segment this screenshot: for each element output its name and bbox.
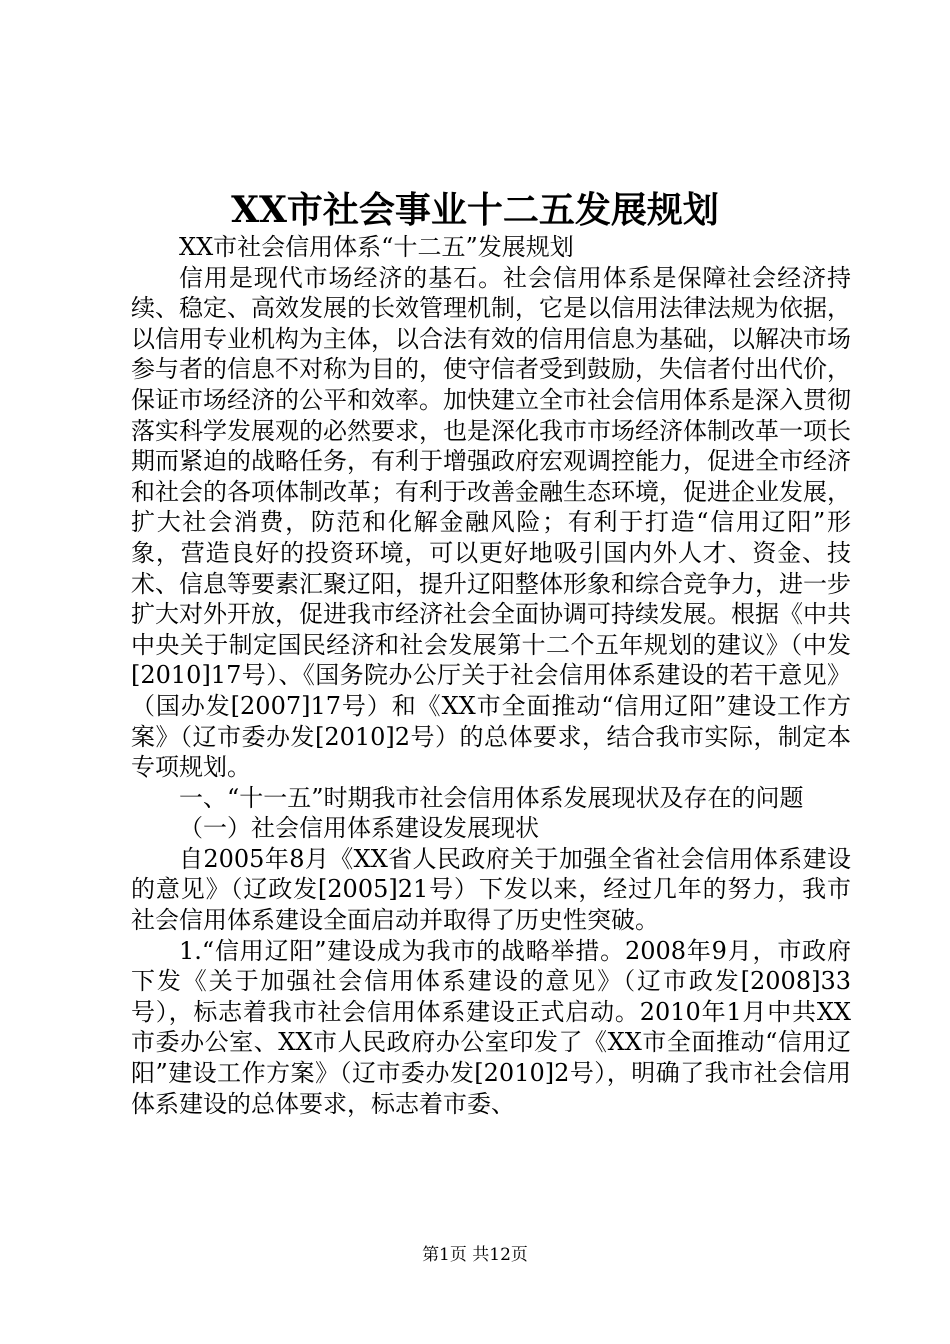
paragraph-status: 自2005年8月《XX省人民政府关于加强全省社会信用体系建设的意见》（辽政发[2005]21号）下发以来，经过几年的努力，我市社会信用体系建设全面启动并取得了历史性突破。 xyxy=(131,844,851,935)
document-title: XX市社会事业十二五发展规划 xyxy=(231,189,719,231)
paragraph-subsection-heading: （一）社会信用体系建设发展现状 xyxy=(179,814,539,843)
page-number: 第1页 共12页 xyxy=(422,1245,528,1265)
paragraph-subtitle: XX市社会信用体系“十二五”发展规划 xyxy=(179,233,574,261)
paragraph-intro: 信用是现代市场经济的基石。社会信用体系是保障社会经济持续、稳定、高效发展的长效管理机制，它是以信用法律法规为依据，以信用专业机构为主体，以合法有效的信用信息为基础，以解决市场参与者的信息不对称为目的，使守信者受到鼓励，失信者付出代价，保证市场经济的公平和效率。加快建立全市社会信用体系是深入贯彻落实科学发展观的必然要求，也是深化我市市场经济体制改革一项长期而紧迫的战略任务，有利于增强政府宏观调控能力，促进全市经济和社会的各项体制改革；有利于改善金融生态环境，促进企业发展，扩大社会消费，防范和化解金融风险；有利于打造“信用辽阳”形象，营造良好的投资环境，可以更好地吸引国内外人才、资金、技术、信息等要素汇聚辽阳，提升辽阳整体形象和综合竞争力，进一步扩大对外开放，促进我市经济社会全面协调可持续发展。根据《中共中央关于制定国民经济和社会发展第十二个五年规划的建议》（中发[2010]17号）、《国务院办公厅关于社会信用体系建设的若干意见》（国办发[2007]17号）和《XX市全面推动“信用辽阳”建设工作方案》（辽市委办发[2010]2号）的总体要求，结合我市实际，制定本专项规划。 xyxy=(131,263,851,782)
paragraph-item-1: 1.“信用辽阳”建设成为我市的战略举措。2008年9月，市政府下发《关于加强社会信用体系建设的意见》（辽市政发[2008]33号），标志着我市社会信用体系建设正式启动。2010年1月中共XX市委办公室、XX市人民政府办公室印发了《XX市全面推动“信用辽阳”建设工作方案》（辽市委办发[2010]2号），明确了我市社会信用体系建设的总体要求，标志着市委、 xyxy=(131,936,851,1118)
document-body xyxy=(131,232,851,1119)
paragraph-section-heading: 一、“十一五”时期我市社会信用体系发展现状及存在的问题 xyxy=(179,783,804,812)
